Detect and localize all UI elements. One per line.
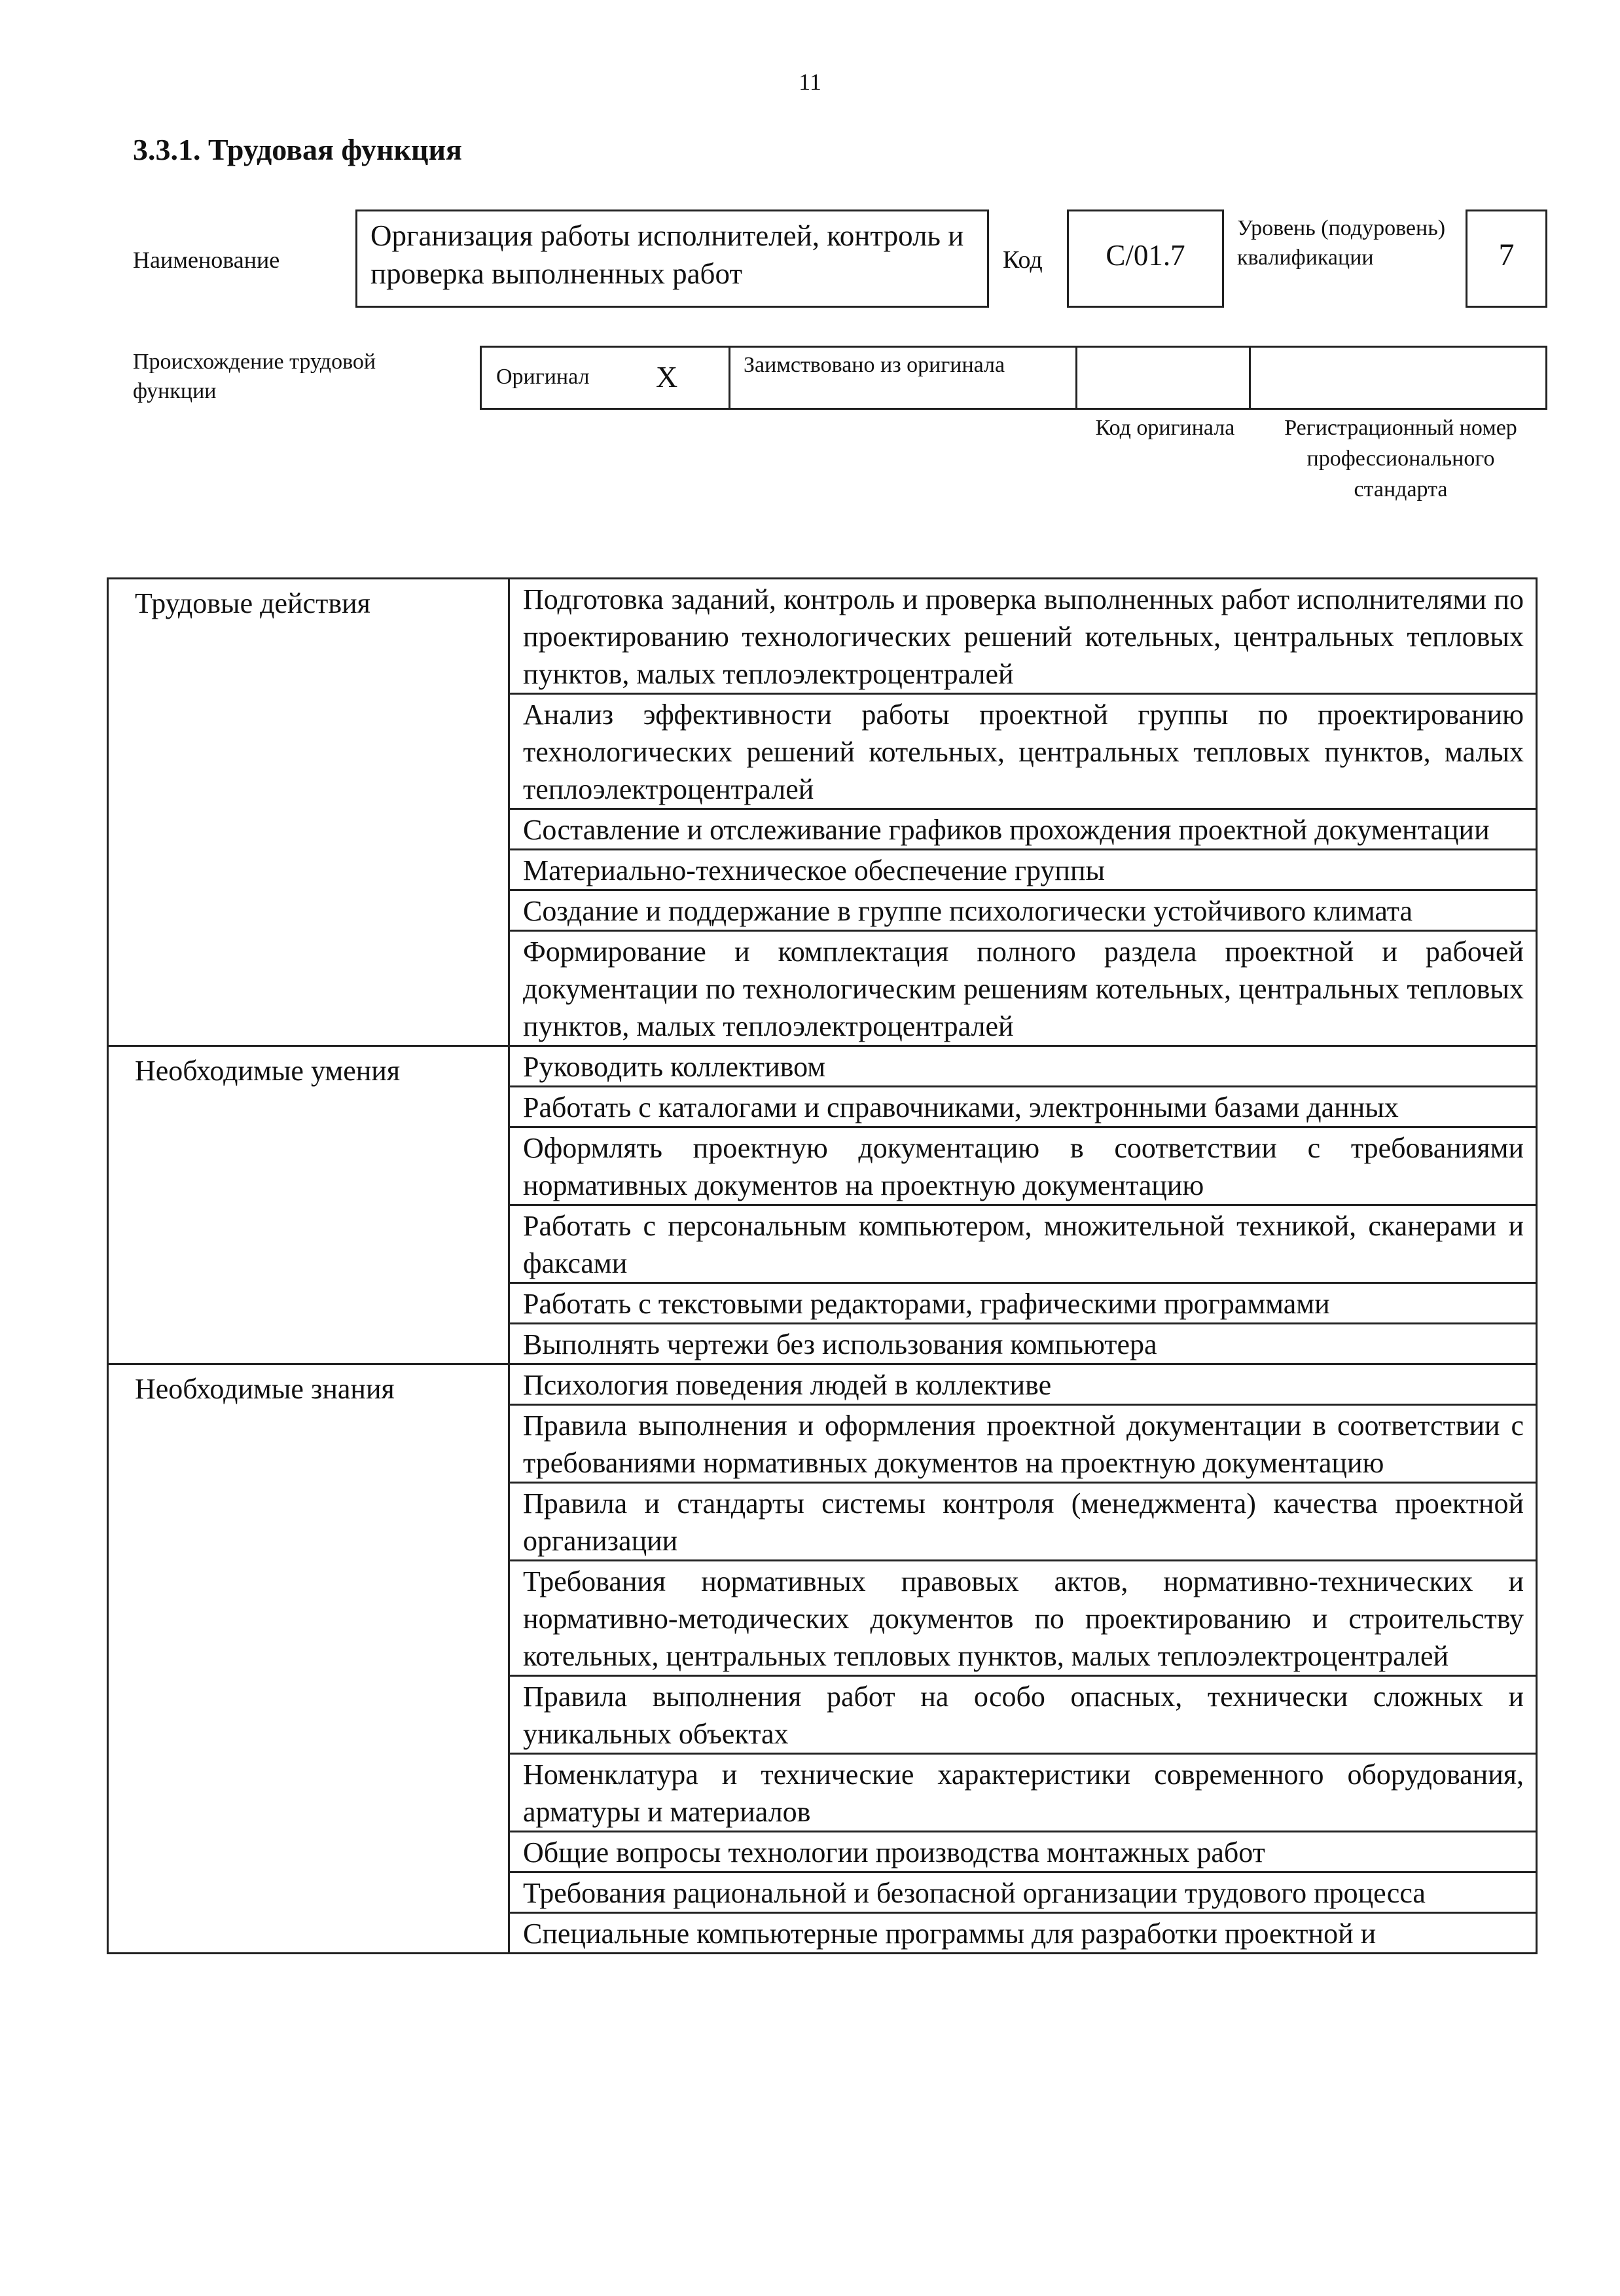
list-item: Оформлять проектную документацию в соответствии с требованиями нормативных документов на проектную документацию <box>509 1127 1537 1205</box>
original-mark: X <box>656 360 678 393</box>
level-box <box>1466 210 1547 308</box>
list-item: Составление и отслеживание графиков прохождения проектной документации <box>509 809 1537 850</box>
section-heading: Необходимые умения <box>108 1046 509 1364</box>
code-label: Код <box>1003 246 1043 274</box>
list-item: Номенклатура и технические характеристики современного оборудования, арматуры и материалов <box>509 1754 1537 1832</box>
code-value: C/01.7 <box>1106 239 1185 272</box>
reg-number-cell <box>1251 348 1545 408</box>
borrowed-cell <box>730 348 1077 408</box>
page-number: 11 <box>799 69 821 95</box>
list-item: Специальные компьютерные программы для разработки проектной и <box>509 1913 1537 1954</box>
code-box <box>1067 210 1224 308</box>
origin-original-cell <box>482 348 730 408</box>
table-row <box>108 579 1537 694</box>
list-item: Руководить коллективом <box>509 1046 1537 1087</box>
list-item: Формирование и комплектация полного раздела проектной и рабочей документации по технологическим решениям котельных, центральных тепловых пунктов, малых теплоэлектроцентралей <box>509 931 1537 1046</box>
function-details-table <box>107 577 1538 1954</box>
original-code-cell <box>1077 348 1251 408</box>
list-item: Правила выполнения и оформления проектной документации в соответствии с требованиями нормативных документов на проектную документацию <box>509 1405 1537 1483</box>
origin-label: Происхождение трудовой функции <box>133 350 376 403</box>
level-value: 7 <box>1498 238 1515 272</box>
list-item: Подготовка заданий, контроль и проверка выполненных работ исполнителями по проектированию технологических решений котельных, центральных тепловых пунктов, малых теплоэлектроцентралей <box>509 579 1537 694</box>
origin-row <box>480 346 1547 410</box>
list-item: Выполнять чертежи без использования компьютера <box>509 1324 1537 1364</box>
section-title: 3.3.1. Трудовая функция <box>133 133 462 166</box>
function-name-box <box>355 210 989 308</box>
level-label: Уровень (подуровень) квалификации <box>1237 216 1446 270</box>
original-label: Оригинал <box>496 365 590 389</box>
table-row <box>108 1364 1537 1405</box>
list-item: Правила выполнения работ на особо опасных, технически сложных и уникальных объектах <box>509 1676 1537 1754</box>
list-item: Работать с каталогами и справочниками, электронными базами данных <box>509 1087 1537 1127</box>
table-row <box>108 1046 1537 1087</box>
list-item: Анализ эффективности работы проектной группы по проектированию технологических решений котельных, центральных тепловых пунктов, малых теплоэлектроцентралей <box>509 694 1537 809</box>
section-heading: Трудовые действия <box>108 579 509 1046</box>
original-code-caption: Код оригинала <box>1095 416 1235 440</box>
list-item: Общие вопросы технологии производства монтажных работ <box>509 1832 1537 1872</box>
list-item: Требования нормативных правовых актов, нормативно-технических и нормативно-методических документов по проектированию и строительству котельных, центральных тепловых пунктов, малых теплоэлектроцентралей <box>509 1561 1537 1676</box>
list-item: Правила и стандарты системы контроля (менеджмента) качества проектной организации <box>509 1483 1537 1561</box>
reg-number-caption: Регистрационный номер профессионального стандарта <box>1284 416 1517 501</box>
list-item: Требования рациональной и безопасной организации трудового процесса <box>509 1872 1537 1913</box>
list-item: Материально-техническое обеспечение группы <box>509 850 1537 890</box>
borrowed-label: Заимствовано из оригинала <box>744 353 1005 377</box>
function-name-value: Организация работы исполнителей, контроль и проверка выполненных работ <box>370 219 964 290</box>
list-item: Создание и поддержание в группе психологически устойчивого климата <box>509 890 1537 931</box>
list-item: Работать с персональным компьютером, множительной техникой, сканерами и факсами <box>509 1205 1537 1283</box>
section-heading: Необходимые знания <box>108 1364 509 1954</box>
list-item: Психология поведения людей в коллективе <box>509 1364 1537 1405</box>
name-label: Наименование <box>133 247 280 273</box>
list-item: Работать с текстовыми редакторами, графическими программами <box>509 1283 1537 1324</box>
